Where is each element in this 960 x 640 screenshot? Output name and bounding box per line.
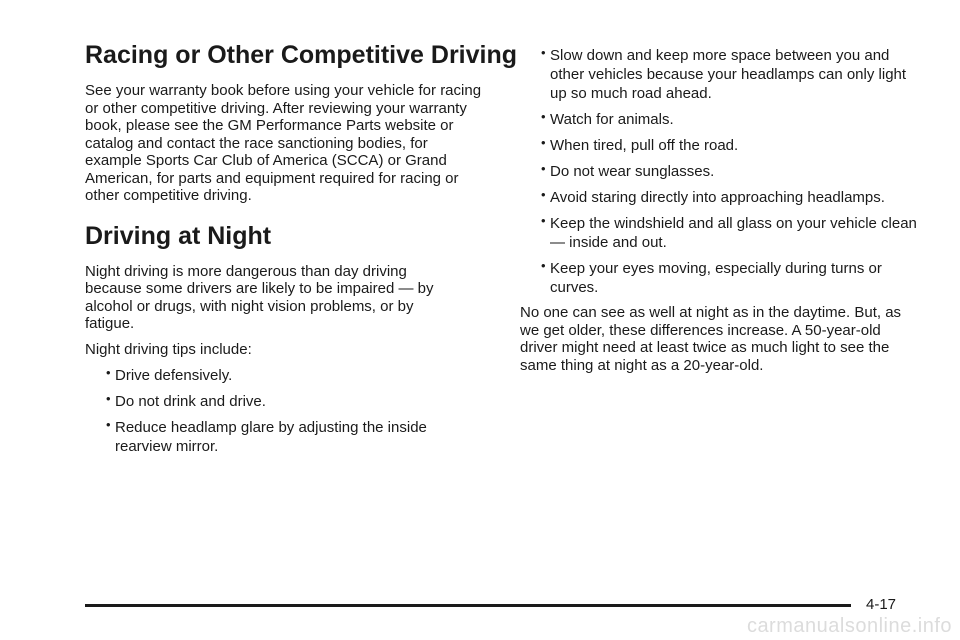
- section-heading-racing: Racing or Other Competitive Driving: [85, 41, 518, 69]
- closing-paragraph: No one can see as well at night as in the daytime. But, as we get older, these differences increase. A 50-year-old driver might need at least twice as much light to see the same thing at night as a 20-year-old.: [520, 304, 902, 374]
- list-item: [520, 259, 930, 297]
- bullet-icon: •: [541, 109, 546, 124]
- footer-rule: [85, 604, 851, 607]
- bullet-icon: •: [541, 213, 546, 228]
- list-item: [85, 418, 465, 456]
- tip-text: Slow down and keep more space between you and other vehicles because your headlamps can only light up so much road ahead.: [550, 47, 907, 102]
- list-item: [520, 110, 920, 129]
- bullet-icon: •: [541, 45, 546, 60]
- bullet-icon: •: [106, 365, 111, 380]
- list-item: [520, 136, 920, 155]
- tip-text: Do not drink and drive.: [115, 393, 266, 410]
- tip-text: Do not wear sunglasses.: [550, 163, 715, 180]
- tip-text: Keep your eyes moving, especially during turns or curves.: [550, 260, 882, 296]
- bullet-icon: •: [541, 135, 546, 150]
- tip-text: Watch for animals.: [550, 111, 674, 128]
- bullet-icon: •: [541, 258, 546, 273]
- tip-text: Drive defensively.: [115, 367, 233, 384]
- tip-text: Keep the windshield and all glass on your vehicle clean — inside and out.: [550, 215, 917, 251]
- bullet-icon: •: [541, 161, 546, 176]
- list-item: [520, 214, 930, 252]
- bullet-icon: •: [106, 391, 111, 406]
- list-item: [520, 188, 920, 207]
- page-number: 4-17: [866, 596, 897, 613]
- tip-text: Avoid staring directly into approaching headlamps.: [550, 189, 885, 206]
- left-column: [85, 40, 518, 463]
- night-driving-paragraph: Night driving is more dangerous than day driving because some drivers are likely to be impaired — by alcohol or drugs, with night vision problems, or by fatigue.: [85, 262, 434, 332]
- list-item: [520, 46, 920, 103]
- section-heading-night-driving: Driving at Night: [85, 221, 272, 250]
- bullet-icon: •: [541, 187, 546, 202]
- list-item: [85, 392, 495, 411]
- night-tips-list-left: [85, 366, 495, 456]
- list-item: [520, 162, 920, 181]
- tip-text: Reduce headlamp glare by adjusting the inside rearview mirror.: [115, 419, 427, 455]
- racing-paragraph: See your warranty book before using your vehicle for racing or other competitive driving. After reviewing your warranty book, please see the GM Performance Parts website or catalog and contact the race sanctioning bodies, for example Sports Car Club of America (SCCA) or Grand American, for parts and equipment required for racing or other competitive driving.: [85, 82, 482, 204]
- bullet-icon: •: [106, 417, 111, 432]
- list-item: [85, 366, 495, 385]
- tips-intro: Night driving tips include:: [85, 340, 252, 358]
- watermark: carmanualsonline.info: [746, 615, 952, 637]
- night-tips-list-right: [520, 46, 920, 297]
- right-column: [520, 46, 920, 382]
- tip-text: When tired, pull off the road.: [550, 137, 739, 154]
